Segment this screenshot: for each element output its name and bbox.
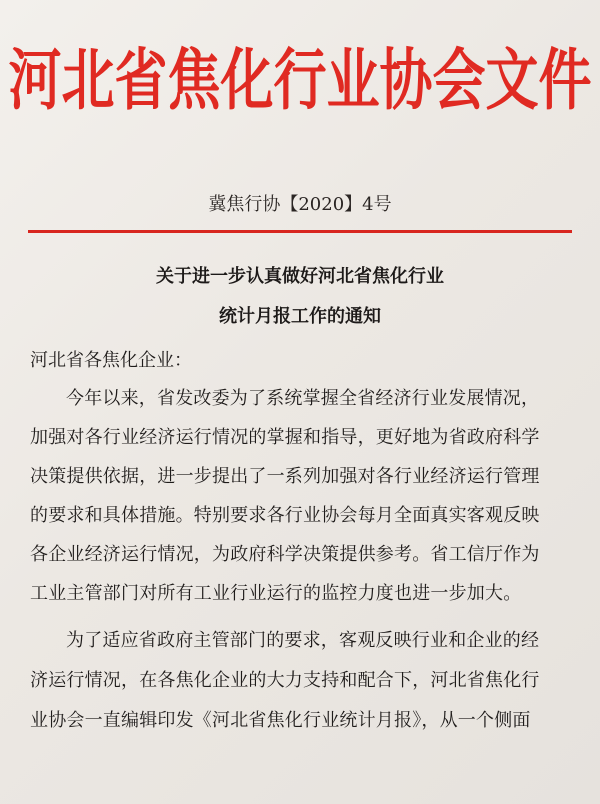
body-line-8: 济运行情况，在各焦化企业的大力支持和配合下，河北省焦化行 <box>30 670 540 691</box>
salutation: 河北省各焦化企业： <box>30 350 192 371</box>
notice-title-line-1: 关于进一步认真做好河北省焦化行业 <box>156 266 444 287</box>
body-line-7: 为了适应省政府主管部门的要求，客观反映行业和企业的经 <box>66 630 540 651</box>
notice-title-line-2: 统计月报工作的通知 <box>219 306 381 327</box>
body-line-9: 业协会一直编辑印发《河北省焦化行业统计月报》，从一个侧面 <box>30 710 531 731</box>
masthead-title: 河北省焦化行业协会文件 <box>8 43 592 120</box>
document-number: 冀焦行协【2020】4号 <box>208 194 392 215</box>
body-line-1: 今年以来，省发改委为了系统掌握全省经济行业发展情况， <box>66 388 540 409</box>
body-line-6: 工业主管部门对所有工业行业运行的监控力度也进一步加大。 <box>30 583 522 604</box>
body-line-3: 决策提供依据，进一步提出了一系列加强对各行业经济运行管理 <box>30 466 540 487</box>
body-line-2: 加强对各行业经济运行情况的掌握和指导，更好地为省政府科学 <box>30 427 540 448</box>
red-divider-line <box>28 230 572 233</box>
body-line-4: 的要求和具体措施。特别要求各行业协会每月全面真实客观反映 <box>30 505 540 526</box>
body-line-5: 各企业经济运行情况，为政府科学决策提供参考。省工信厅作为 <box>30 544 540 565</box>
